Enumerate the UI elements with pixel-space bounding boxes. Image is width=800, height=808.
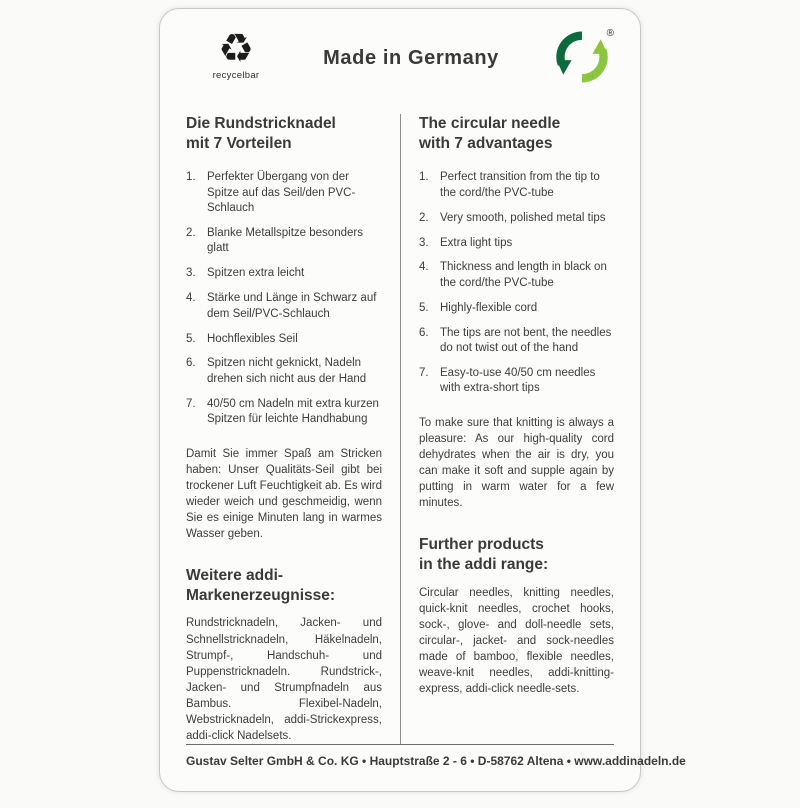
recyclable-mark	[200, 29, 272, 81]
english-products-heading	[419, 535, 614, 575]
card-header	[186, 29, 614, 88]
advantage-item: Extra light tips	[440, 236, 513, 249]
registered-trademark-icon: ®	[606, 28, 614, 39]
advantage-item: Spitzen nicht geknickt, Nadeln drehen sich nicht aus der Hand	[207, 357, 367, 385]
advantage-item: Highly-flexible cord	[440, 301, 538, 314]
english-column	[400, 114, 614, 744]
recycle-icon: ♻	[218, 27, 254, 71]
advantage-item: Easy-to-use 40/50 cm needles with extra-short tips	[440, 366, 596, 395]
advantage-item: 40/50 cm Nadeln mit extra kurzen Spitzen für leichte Handhabung	[207, 397, 379, 426]
heading-line: Markenerzeugnisse:	[186, 587, 336, 605]
advantage-item: Stärke und Länge in Schwarz auf dem Seil/PVC-Schlauch	[207, 292, 377, 320]
recyclable-label: recycelbar	[212, 70, 260, 81]
product-card	[159, 8, 686, 792]
made-in-germany-title: Made in Germany	[323, 47, 499, 69]
green-dot-logo	[550, 28, 614, 88]
heading-line: The circular needle	[419, 115, 561, 132]
green-dot-icon	[556, 31, 608, 83]
english-advantages-list	[419, 170, 614, 396]
german-column	[186, 114, 400, 744]
advantage-item: Perfect transition from the tip to the cord/the PVC-tube	[440, 171, 600, 199]
german-products-heading	[186, 566, 382, 606]
heading-line: in the addi range:	[419, 556, 549, 574]
heading-line: Weitere addi-	[186, 567, 284, 585]
heading-line: Further products	[419, 536, 544, 554]
heading-line: with 7 advantages	[419, 135, 553, 153]
heading-line: mit 7 Vorteilen	[186, 135, 292, 153]
advantage-item: Perfekter Übergang von der Spitze auf das Seil/den PVC-Schlauch	[207, 171, 356, 215]
heading-line: Die Rundstricknadel	[186, 115, 336, 132]
advantage-item: Hochflexibles Seil	[207, 332, 298, 345]
english-products-text: Circular needles, knitting needles, quick-knit needles, crochet hooks, sock-, glove- and doll-needle sets, circular-, jacket- and sock-needles made of bamboo, flexible needles, weave-knit needles, addi-knitting-express, addi-click needle-sets.	[419, 586, 614, 696]
advantage-item: The tips are not bent, the needles do not twist out of the hand	[440, 326, 612, 355]
german-care-note: Damit Sie immer Spaß am Stricken haben: Unser Qualitäts-Seil gibt bei trockener Luft Feuchtigkeit ab. Es wird wieder weich und geschmeidig, wenn Sie es einige Minuten lang in warmes Wasser geben.	[186, 447, 382, 541]
advantage-item: Thickness and length in black on the cord/the PVC-tube	[440, 261, 607, 289]
english-care-note: To make sure that knitting is always a pleasure: As our high-quality cord dehydrates when the air is dry, you can make it soft and supple again by putting in warm water for a few minutes.	[419, 416, 614, 510]
advantage-item: Very smooth, polished metal tips	[440, 211, 606, 224]
german-advantages-list	[186, 170, 382, 427]
two-column-body	[186, 114, 614, 744]
german-heading	[186, 114, 382, 154]
english-heading	[419, 114, 614, 154]
manufacturer-footer: Gustav Selter GmbH & Co. KG • Hauptstraße 2 - 6 • D-58762 Altena • www.addinadeln.de	[186, 744, 614, 768]
german-products-text: Rundstricknadeln, Jacken- und Schnellstricknadeln, Häkelnadeln, Strumpf-, Handschuh- und Puppenstricknadeln. Rundstrick-, Jacken- und Strumpfnadeln aus Bambus. Flexibel-Nadeln, Webstricknadeln, addi-Strickexpress, addi-click Nadelsets.	[186, 617, 382, 743]
advantage-item: Blanke Metallspitze besonders glatt	[207, 227, 363, 255]
advantage-item: Spitzen extra leicht	[207, 267, 305, 280]
